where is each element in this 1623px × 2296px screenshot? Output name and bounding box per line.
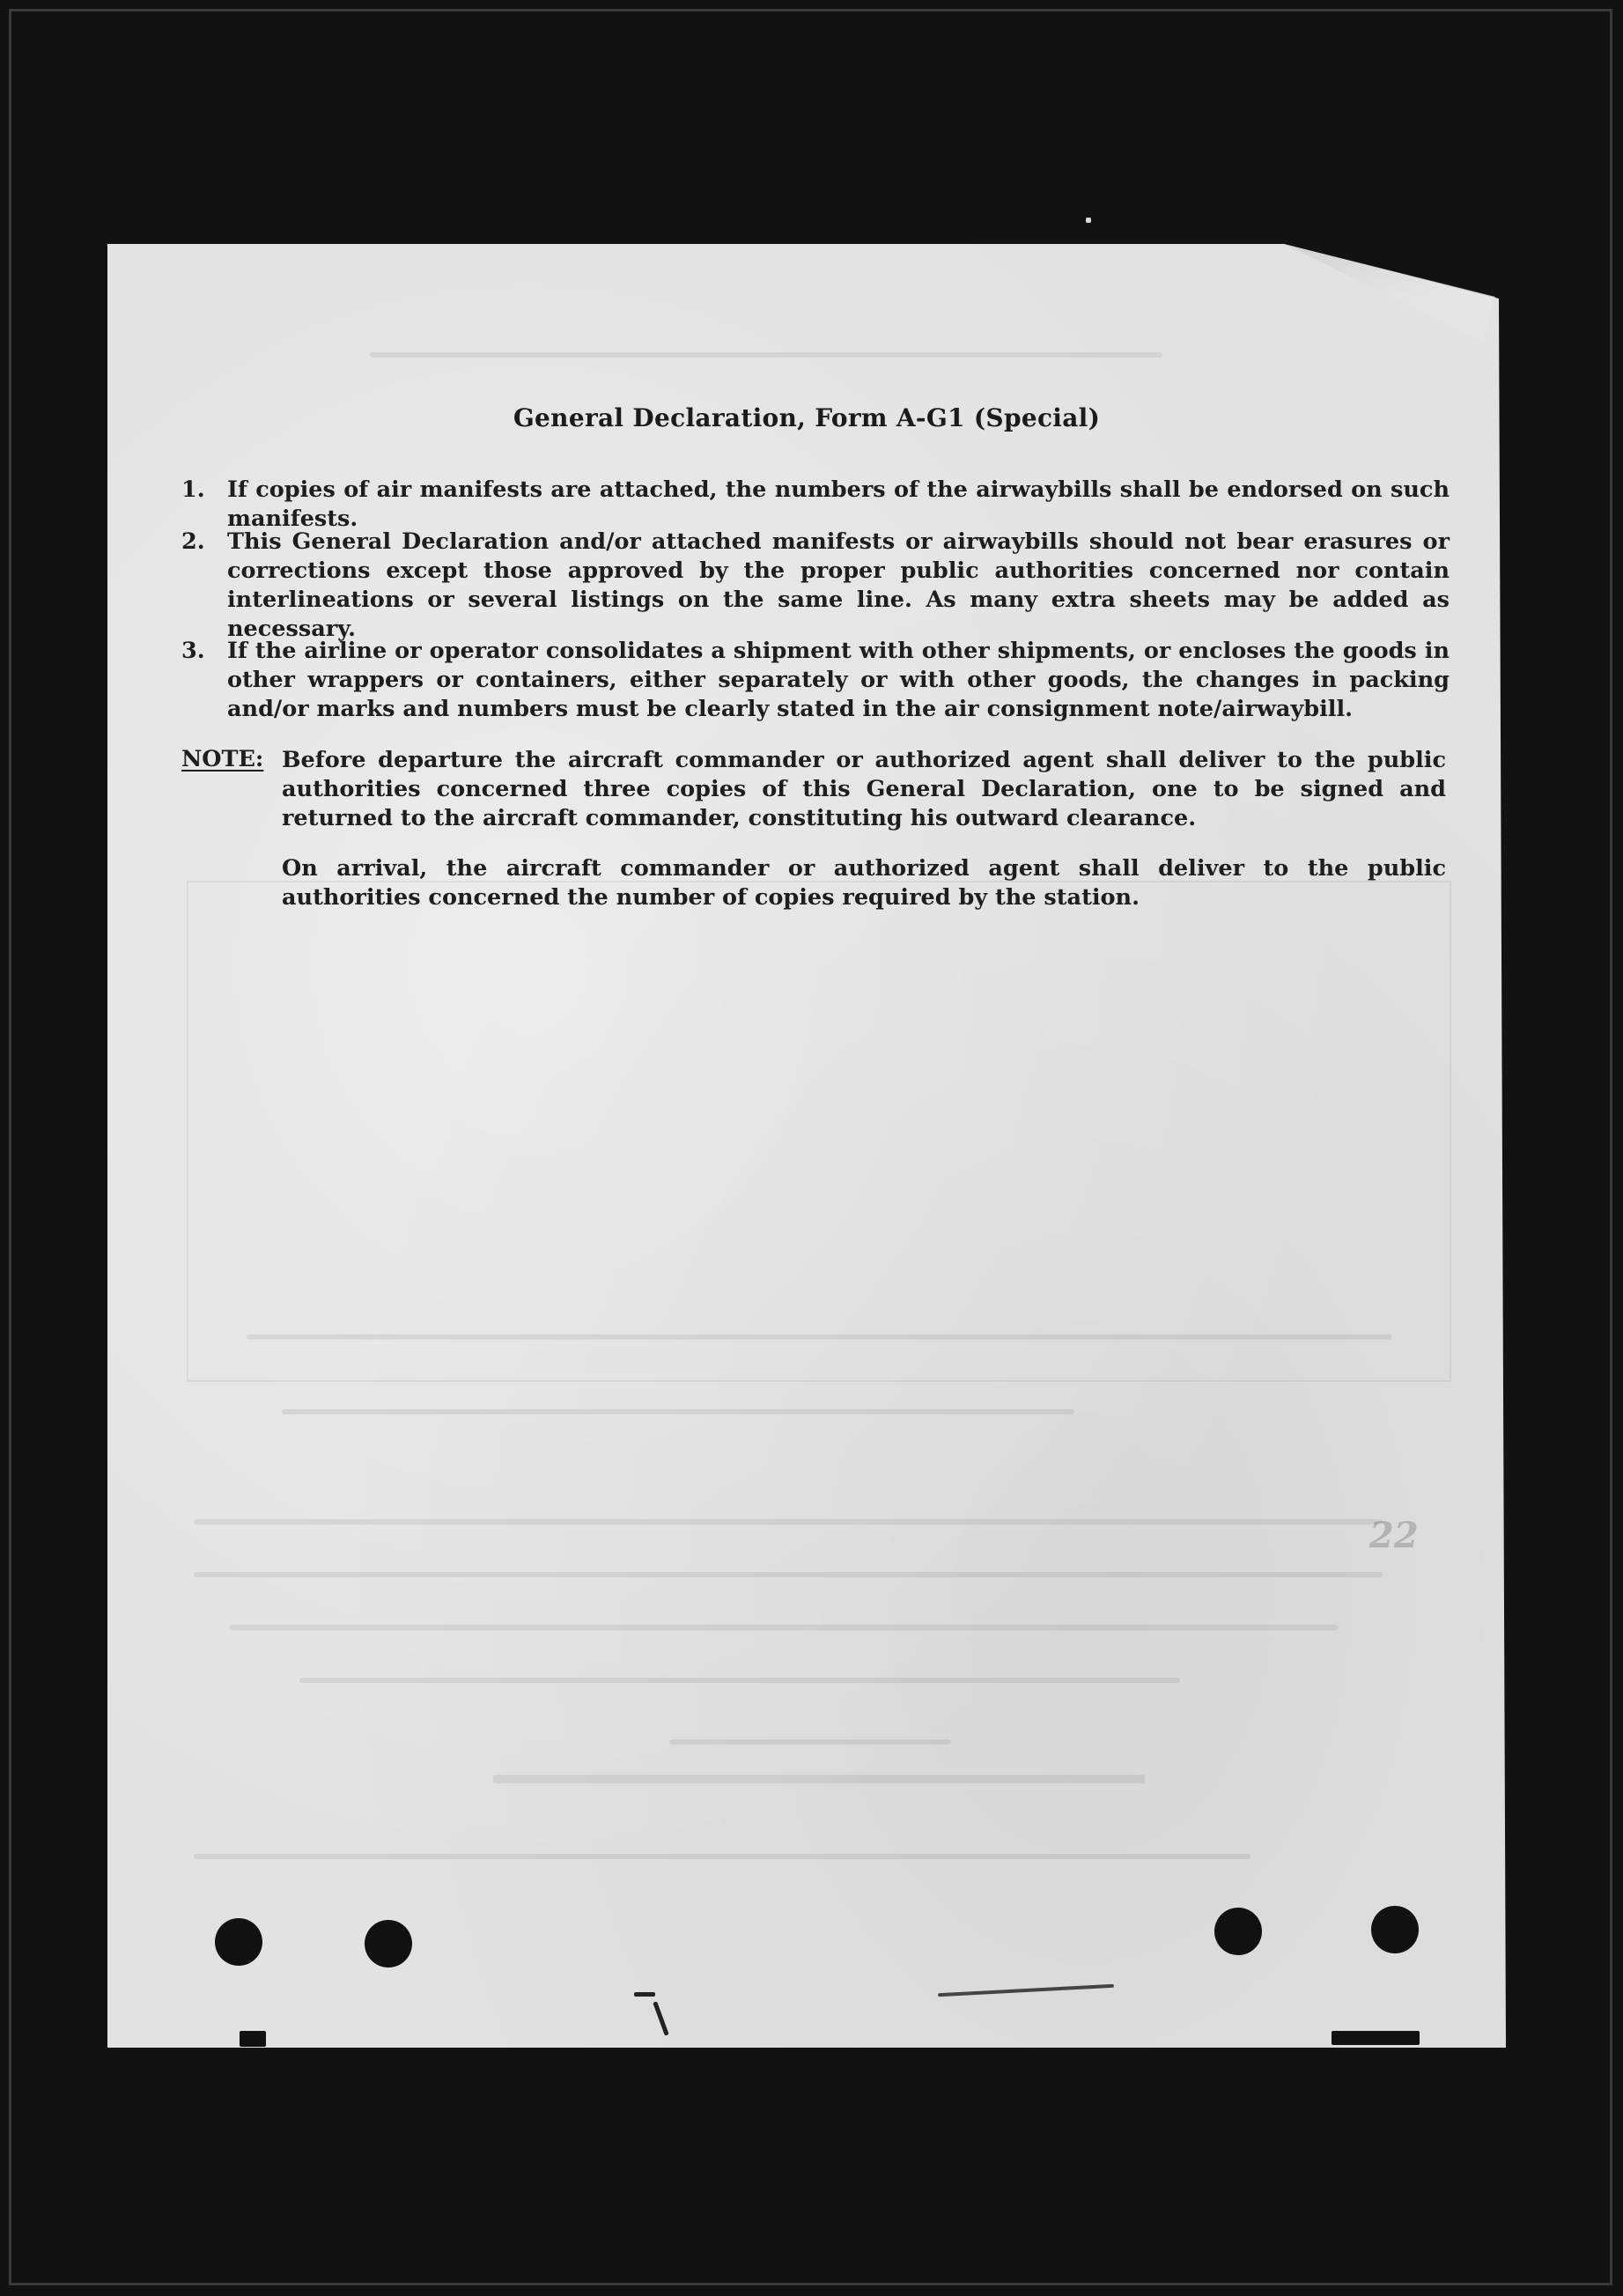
- bleed-through-line: [194, 1854, 1250, 1859]
- bleed-through-line: [669, 1739, 951, 1745]
- note-paragraph: Before departure the aircraft commander or authorized agent shall deliver to the public authorities concerned three copies of this General Declaration, one to be signed and returned to the aircraft commander, constituting his outward clearance.: [282, 747, 1446, 831]
- bleed-through-line: [247, 1334, 1391, 1340]
- bleed-through-line: [194, 1519, 1383, 1525]
- bleed-through-line: [299, 1678, 1180, 1683]
- scan-mark: [634, 1992, 655, 1997]
- scan-mark: [1086, 218, 1091, 223]
- punch-hole: [1371, 1906, 1419, 1953]
- bleed-through-line: [194, 1572, 1383, 1577]
- item-number: 3.: [181, 638, 205, 664]
- scan-mark: [1332, 2031, 1420, 2045]
- punch-hole: [215, 1918, 262, 1966]
- punch-hole: [1214, 1908, 1262, 1955]
- punch-hole: [365, 1920, 412, 1967]
- document-title: General Declaration, Form A-G1 (Special): [513, 403, 1101, 432]
- bleed-through-line: [282, 1409, 1074, 1414]
- item-text: If copies of air manifests are attached, the numbers of the airwaybills shall be endorsed on such manifests.: [227, 476, 1450, 532]
- item-text: This General Declaration and/or attached manifests or airwaybills should not bear erasures or corrections except those approved by the proper public authorities concerned nor contain interlineations or several listings on the same line. As many extra sheets may be added as necessary.: [227, 528, 1450, 642]
- item-text: If the airline or operator consolidates a shipment with other shipments, or encloses the goods in other wrappers or containers, either separately or with other goods, the changes in packing and/or marks and numbers must be clearly stated in the air consignment note/airwaybill.: [227, 638, 1450, 722]
- scan-mark: [240, 2031, 266, 2047]
- bleed-through-table: [187, 881, 1451, 1382]
- page-number-bleed: 22: [1369, 1515, 1419, 1556]
- bleed-through-line: [370, 352, 1162, 358]
- item-number: 1.: [181, 476, 205, 503]
- note-label: NOTE:: [181, 746, 264, 772]
- note-paragraph: On arrival, the aircraft commander or authorized agent shall deliver to the public authorities concerned the number of copies required by the station.: [282, 855, 1446, 911]
- bleed-through-line: [493, 1775, 1145, 1783]
- bleed-through-line: [229, 1625, 1339, 1630]
- item-number: 2.: [181, 528, 205, 555]
